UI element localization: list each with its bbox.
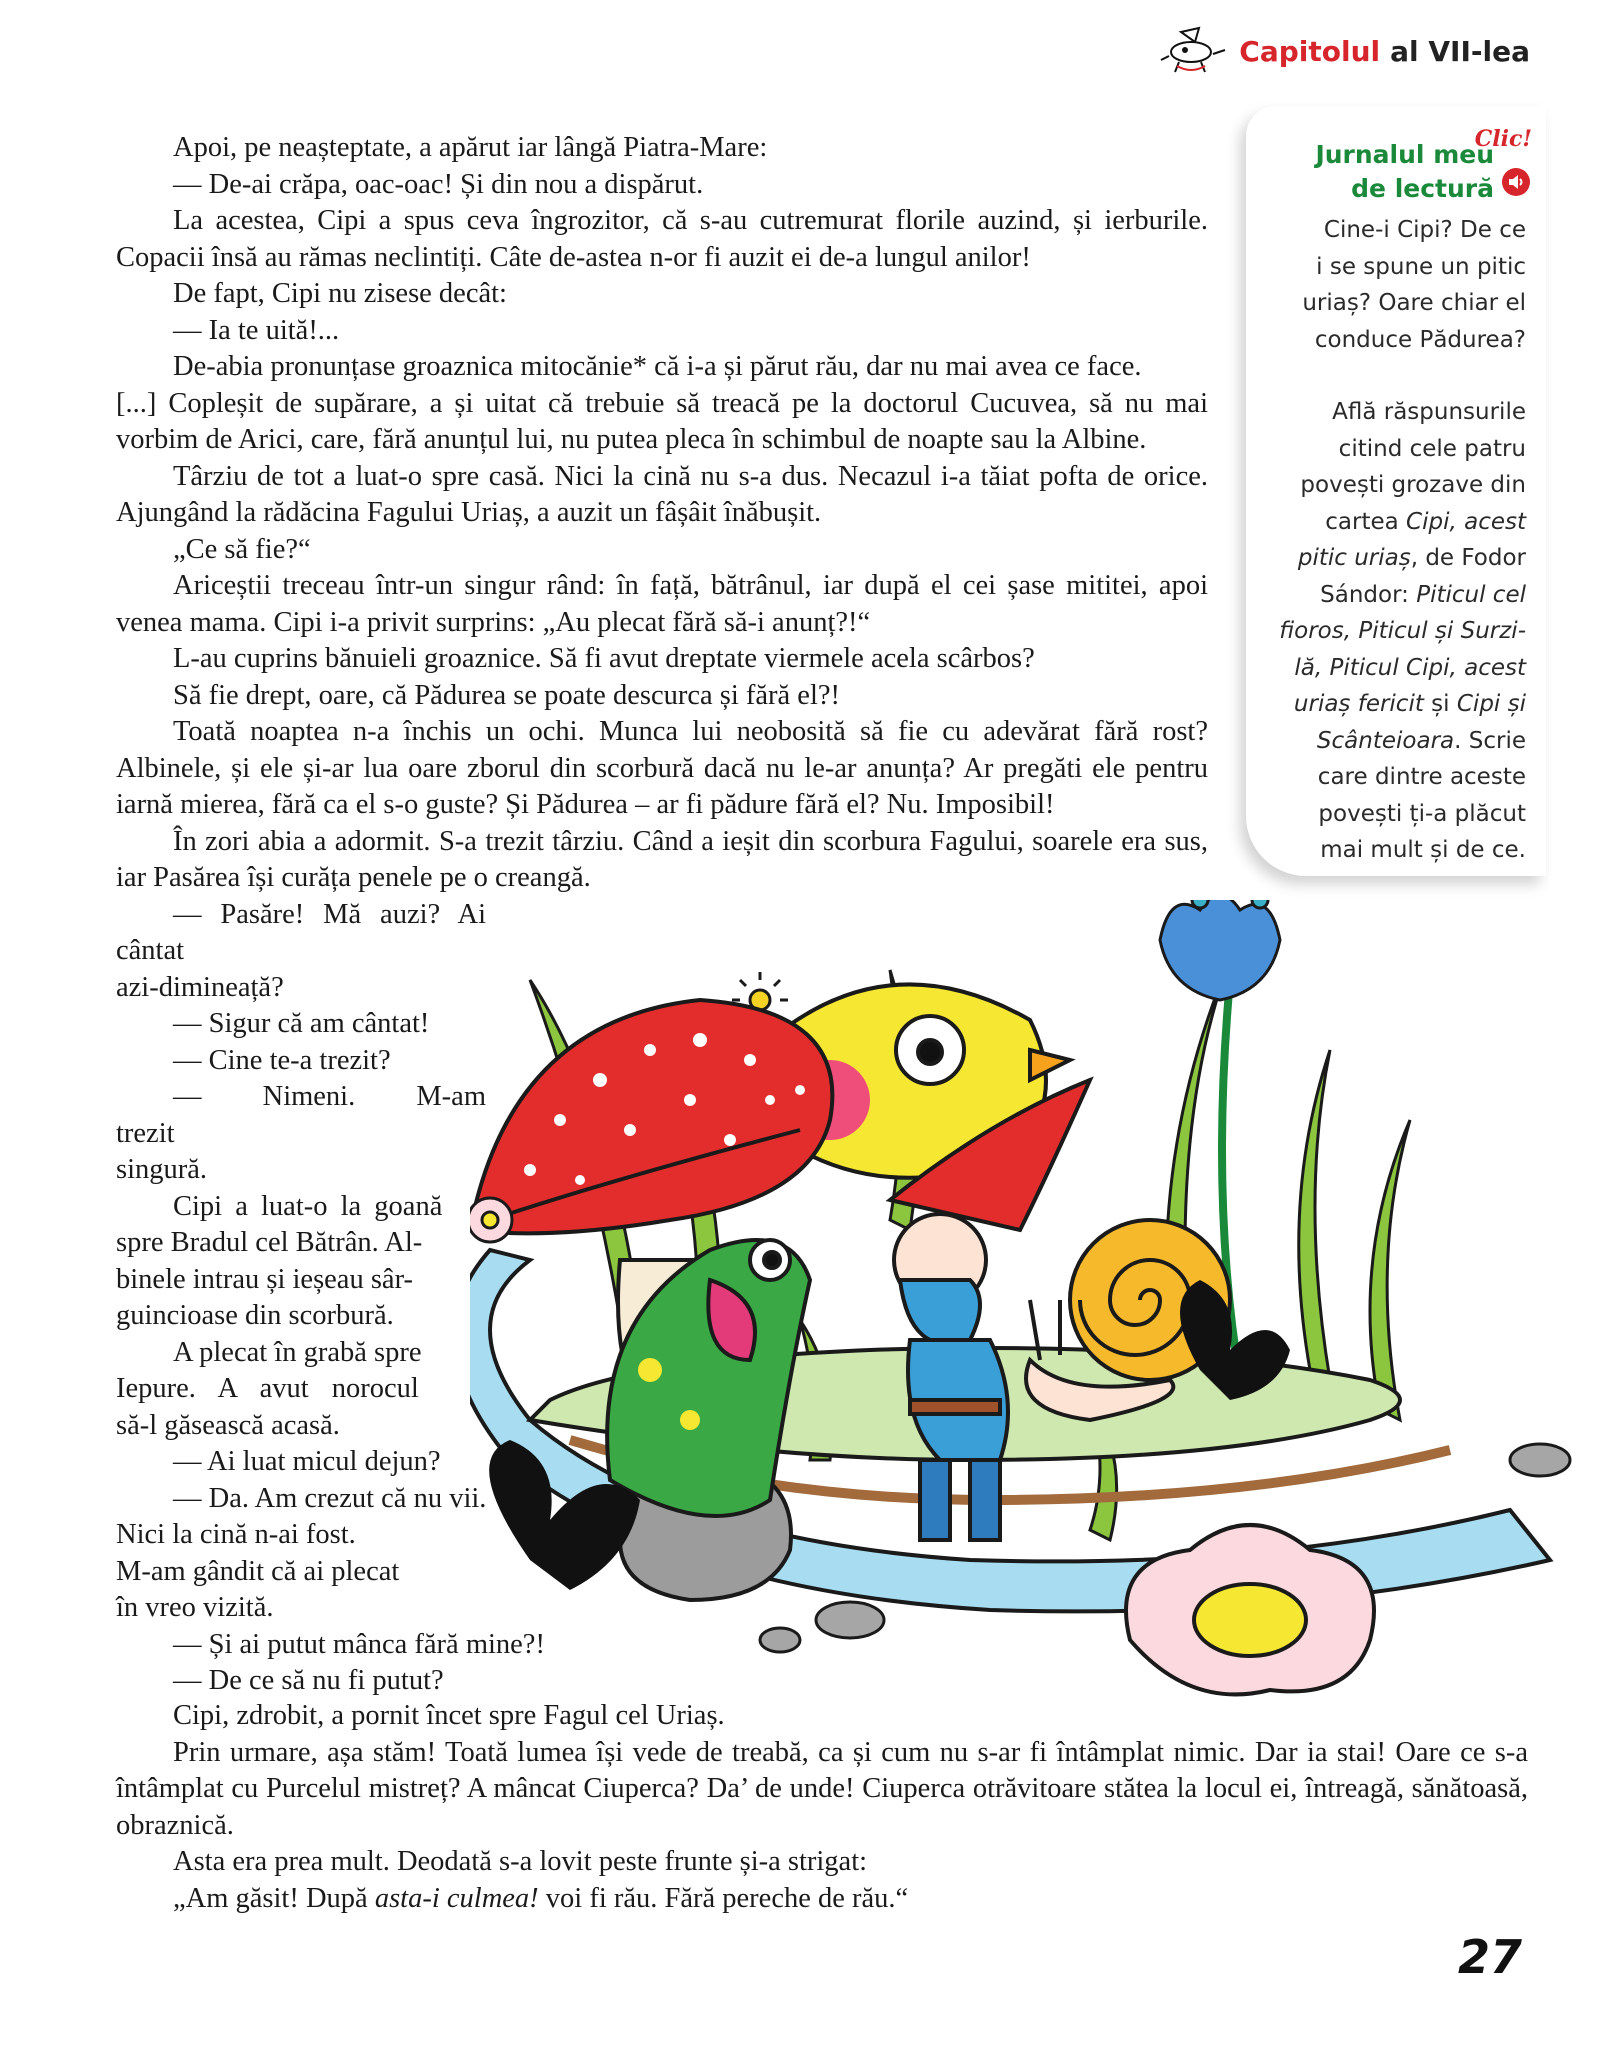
clic-label: Clic! bbox=[1474, 126, 1532, 152]
story-paragraph: De-abia pronunțase groaznica mitocănie* că i-a și părut rău, dar nu mai avea ce face. bbox=[173, 351, 1142, 382]
journal-line: Află răspunsurile bbox=[1332, 399, 1526, 425]
story-paragraph: Să fie drept, oare, că Pădurea se poate descurca și fără el?! bbox=[173, 679, 841, 711]
story-paragraph: „Ce să fie?“ bbox=[173, 533, 311, 565]
journal-title bbox=[1315, 138, 1494, 206]
journal-title-line1: Jurnalul meu bbox=[1315, 140, 1494, 169]
dialog-line: azi-dimineață? bbox=[116, 971, 284, 1003]
journal-line: citind cele patru bbox=[1338, 435, 1526, 462]
gnome-mascot-icon bbox=[1159, 26, 1229, 76]
journal-line: povești ți-a plăcut bbox=[1318, 800, 1526, 827]
journal-text bbox=[1264, 212, 1526, 869]
journal-line: care dintre aceste bbox=[1317, 764, 1526, 790]
narration-line: guincioase din scorbură. bbox=[116, 1300, 394, 1331]
story-paragraph: „Am găsit! După asta-i culmea! voi fi rău. Fără pereche de rău.“ bbox=[173, 1882, 909, 1914]
story-paragraph: Târziu de tot a luat-o spre casă. Nici la cină nu s-a dus. Necazul i-a tăiat pofta de orice. Ajungând la rădăcina Fagului Uriaș, a auzit un fâșâit înăbușit. bbox=[116, 460, 1208, 528]
journal-title-line2: de lectură bbox=[1351, 174, 1494, 203]
small-pink-flower-icon bbox=[470, 1198, 512, 1242]
journal-line: Sándor: Piticul cel bbox=[1320, 581, 1526, 608]
dialog-line: — Da. Am crezut că nu vii. bbox=[173, 1482, 487, 1514]
dialog-line: — Cine te-a trezit? bbox=[173, 1044, 391, 1076]
journal-line: i se spune un pitic bbox=[1316, 253, 1526, 280]
dialog-line: — Ai luat micul dejun? bbox=[173, 1446, 441, 1477]
story-paragraph: [...] Copleșit de supărare, a și uitat că trebuie să treacă pe la doctorul Cucuvea, să nu mai vorbim de Arici, care, fără anunțul lui, nu putea pleca în schimbul de noapte sau la Albine. bbox=[116, 387, 1208, 455]
journal-line: conduce Pădurea? bbox=[1314, 326, 1526, 353]
journal-line: fioros, Piticul și Surzi- bbox=[1279, 618, 1526, 644]
dialog-line: — Pasăre! Mă auzi? Ai cântat bbox=[116, 898, 486, 966]
story-paragraph: Prin urmare, așa stăm! Toată lumea își vede de treabă, ca și cum nu s-ar fi întâmplat nimic. Dar ia stai! Oare ce s-a întâmplat cu Purcelul mistreț? A mâncat Ciuperca? Da’ de unde! Ciuperca otrăvitoare stătea la locul ei, întreagă, sănătoasă, obraznică. bbox=[116, 1736, 1528, 1841]
journal-line: lă, Piticul Cipi, acest bbox=[1294, 654, 1526, 681]
chapter-number: al VII-lea bbox=[1390, 34, 1530, 68]
story-paragraph: — Ia te uită!... bbox=[173, 314, 340, 346]
reading-journal-box bbox=[1246, 106, 1546, 876]
journal-line: cartea Cipi, acest bbox=[1325, 508, 1526, 535]
dialog-line: Nici la cină n-ai fost. bbox=[116, 1519, 356, 1550]
journal-line: povești grozave din bbox=[1300, 472, 1526, 498]
story-text-bottom bbox=[116, 1698, 1528, 1917]
narration-line: să-l găsească acasă. bbox=[116, 1409, 340, 1441]
story-paragraph: Cipi, zdrobit, a pornit încet spre Fagul cel Uriaș. bbox=[173, 1700, 725, 1731]
dialog-line: — Nimeni. M-am trezit bbox=[116, 1081, 486, 1149]
journal-line: Scânteioara. Scrie bbox=[1316, 727, 1526, 754]
page-number: 27 bbox=[1457, 1930, 1522, 1984]
narration-line: A plecat în grabă spre bbox=[173, 1336, 422, 1368]
story-paragraph: Ariceștii treceau într-un singur rând: în față, bătrânul, iar după el cei șase mititei, apoi venea mama. Cipi i-a privit surprins: „Au plecat fără să-i anunț?!“ bbox=[116, 570, 1208, 638]
narration-line: Iepure. A avut norocul bbox=[116, 1373, 419, 1404]
story-paragraph: L-au cuprins bănuieli groaznice. Să fi avut dreptate viermele acela scârbos? bbox=[173, 643, 1035, 674]
dialog-line: — De ce să nu fi putut? bbox=[173, 1665, 444, 1696]
story-paragraph: De fapt, Cipi nu zisese decât: bbox=[173, 278, 507, 309]
dialog-line: singură. bbox=[116, 1154, 208, 1185]
narration-line: Cipi a luat-o la goană bbox=[173, 1190, 443, 1222]
story-paragraph: În zori abia a adormit. S-a trezit târziu. Când a ieșit din scorbura Fagului, soarele era sus, iar Pasărea își curăța penele pe o creangă. bbox=[116, 825, 1208, 893]
journal-line: Cine-i Cipi? De ce bbox=[1323, 217, 1526, 243]
chapter-word: Capitolul bbox=[1239, 34, 1381, 68]
audio-speaker-icon[interactable] bbox=[1502, 168, 1530, 196]
dialog-line: — Și ai putut mânca fără mine?! bbox=[173, 1628, 545, 1660]
narration-line: spre Bradul cel Bătrân. Al- bbox=[116, 1227, 423, 1258]
journal-line: mai mult și de ce. bbox=[1320, 837, 1526, 863]
forest-illustration bbox=[470, 900, 1590, 1760]
story-paragraph: La acestea, Cipi a spus ceva îngrozitor, că s-au cutremurat florile auzind, și ierburile. Copacii însă au rămas neclintiți. Câte de-astea n-or fi auzit ei de-a lungul anilor! bbox=[116, 205, 1208, 273]
story-paragraph: — De-ai crăpa, oac-oac! Și din nou a dispărut. bbox=[173, 168, 704, 200]
story-paragraph: Apoi, pe neașteptate, a apărut iar lângă Piatra-Mare: bbox=[173, 132, 768, 163]
story-paragraph: Asta era prea mult. Deodată s-a lovit peste frunte și-a strigat: bbox=[173, 1846, 868, 1877]
dialog-line: în vreo vizită. bbox=[116, 1592, 274, 1623]
dialog-line: M-am gândit că ai plecat bbox=[116, 1555, 400, 1587]
narration-line: binele intrau și ieșeau sâr- bbox=[116, 1263, 413, 1295]
dialog-line: — Sigur că am cântat! bbox=[173, 1008, 430, 1039]
story-paragraph: Toată noaptea n-a închis un ochi. Munca lui neobosită să fie cu adevărat fără rost? Albinele, și ele și-ar lua oare zborul din scorbură dacă nu le-ar anunța? Ar pregăti ele pentru iarnă mierea, fără ca el s-o guste? Și Pădurea – ar fi pădure fără el? Nu. Imposibil! bbox=[116, 716, 1208, 820]
journal-line: pitic uriaș, de Fodor bbox=[1297, 545, 1526, 571]
chapter-header bbox=[1159, 26, 1530, 76]
journal-line: uriaș fericit și Cipi și bbox=[1293, 691, 1526, 717]
journal-line: uriaș? Oare chiar el bbox=[1302, 290, 1526, 316]
